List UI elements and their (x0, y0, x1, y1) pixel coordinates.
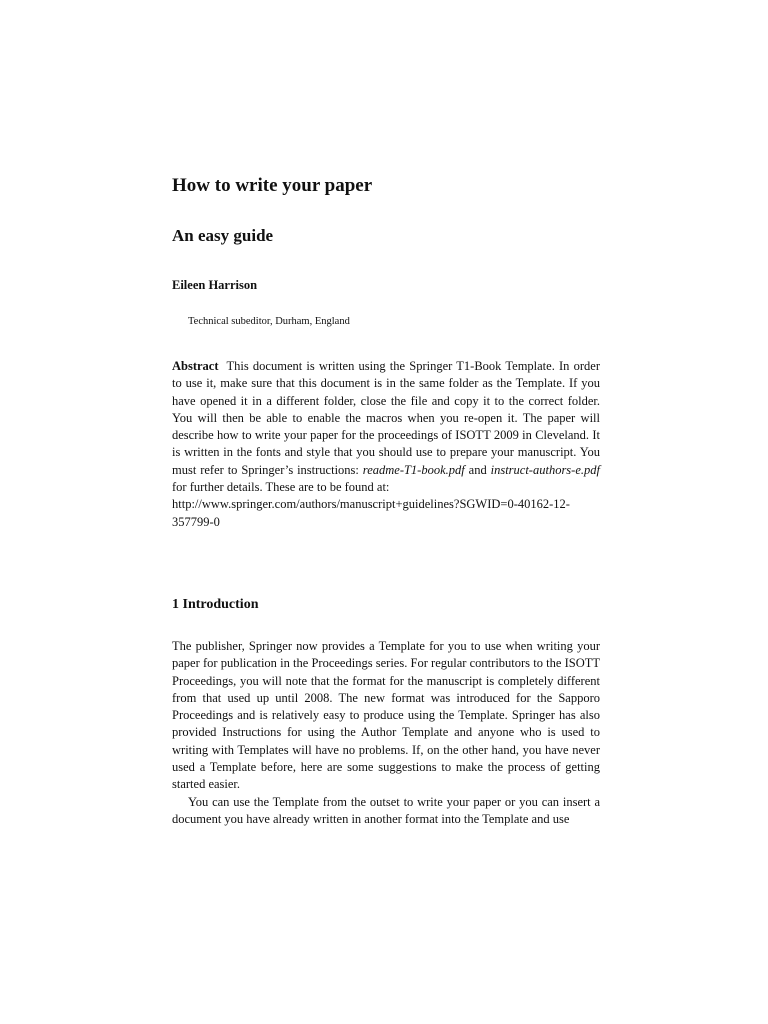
paper-title: How to write your paper (172, 175, 373, 196)
abstract-reference-readme: readme-T1-book.pdf (362, 462, 465, 477)
abstract-text-2: and (464, 462, 491, 477)
section-heading-introduction: 1 Introduction (172, 597, 259, 612)
author-name: Eileen Harrison (172, 278, 258, 292)
abstract-text-1: This document is written using the Springer T1-Book Template. In order to use it, make sure that this document is in the same folder as the Template. If you have opened it in a different folder, close the file and copy it to the correct folder. You will then be able to enable the macros when you re-open it. The paper will describe how to write your paper for the proceedings of ISOTT 2009 in Cleveland. It is written in the fonts and style that you should use to prepare your manuscript. You must refer to Springer’s instructions: (172, 359, 600, 477)
introduction-paragraph-2: You can use the Template from the outset to write your paper or you can insert a document you have already written in another format into the Template and use (172, 794, 600, 826)
abstract-url: http://www.springer.com/authors/manuscript+guidelines?SGWID=0-40162-12-357799-0 (172, 497, 570, 529)
abstract (172, 358, 600, 531)
abstract-label: Abstract (172, 359, 219, 373)
abstract-reference-instructions: instruct-authors-e.pdf (490, 462, 600, 477)
introduction-paragraph-1: The publisher, Springer now provides a Template for you to use when writing your paper for publication in the Proceedings series. For regular contributors to the ISOTT Proceedings, you will note that the format for the manuscript is completely different from that used up until 2008. The new format was introduced for the Sapporo Proceedings and is relatively easy to produce using the Template. Springer has also provided Instructions for using the Author Template and anyone who is used to writing with Templates will have no problems. If, on the other hand, you have never used a Template before, here are some suggestions to make the process of getting started easier. (172, 639, 600, 792)
abstract-text-3: for further details. These are to be found at: (172, 480, 390, 495)
introduction-body (172, 638, 600, 828)
paper-subtitle: An easy guide (172, 226, 274, 245)
author-affiliation: Technical subeditor, Durham, England (188, 316, 350, 327)
